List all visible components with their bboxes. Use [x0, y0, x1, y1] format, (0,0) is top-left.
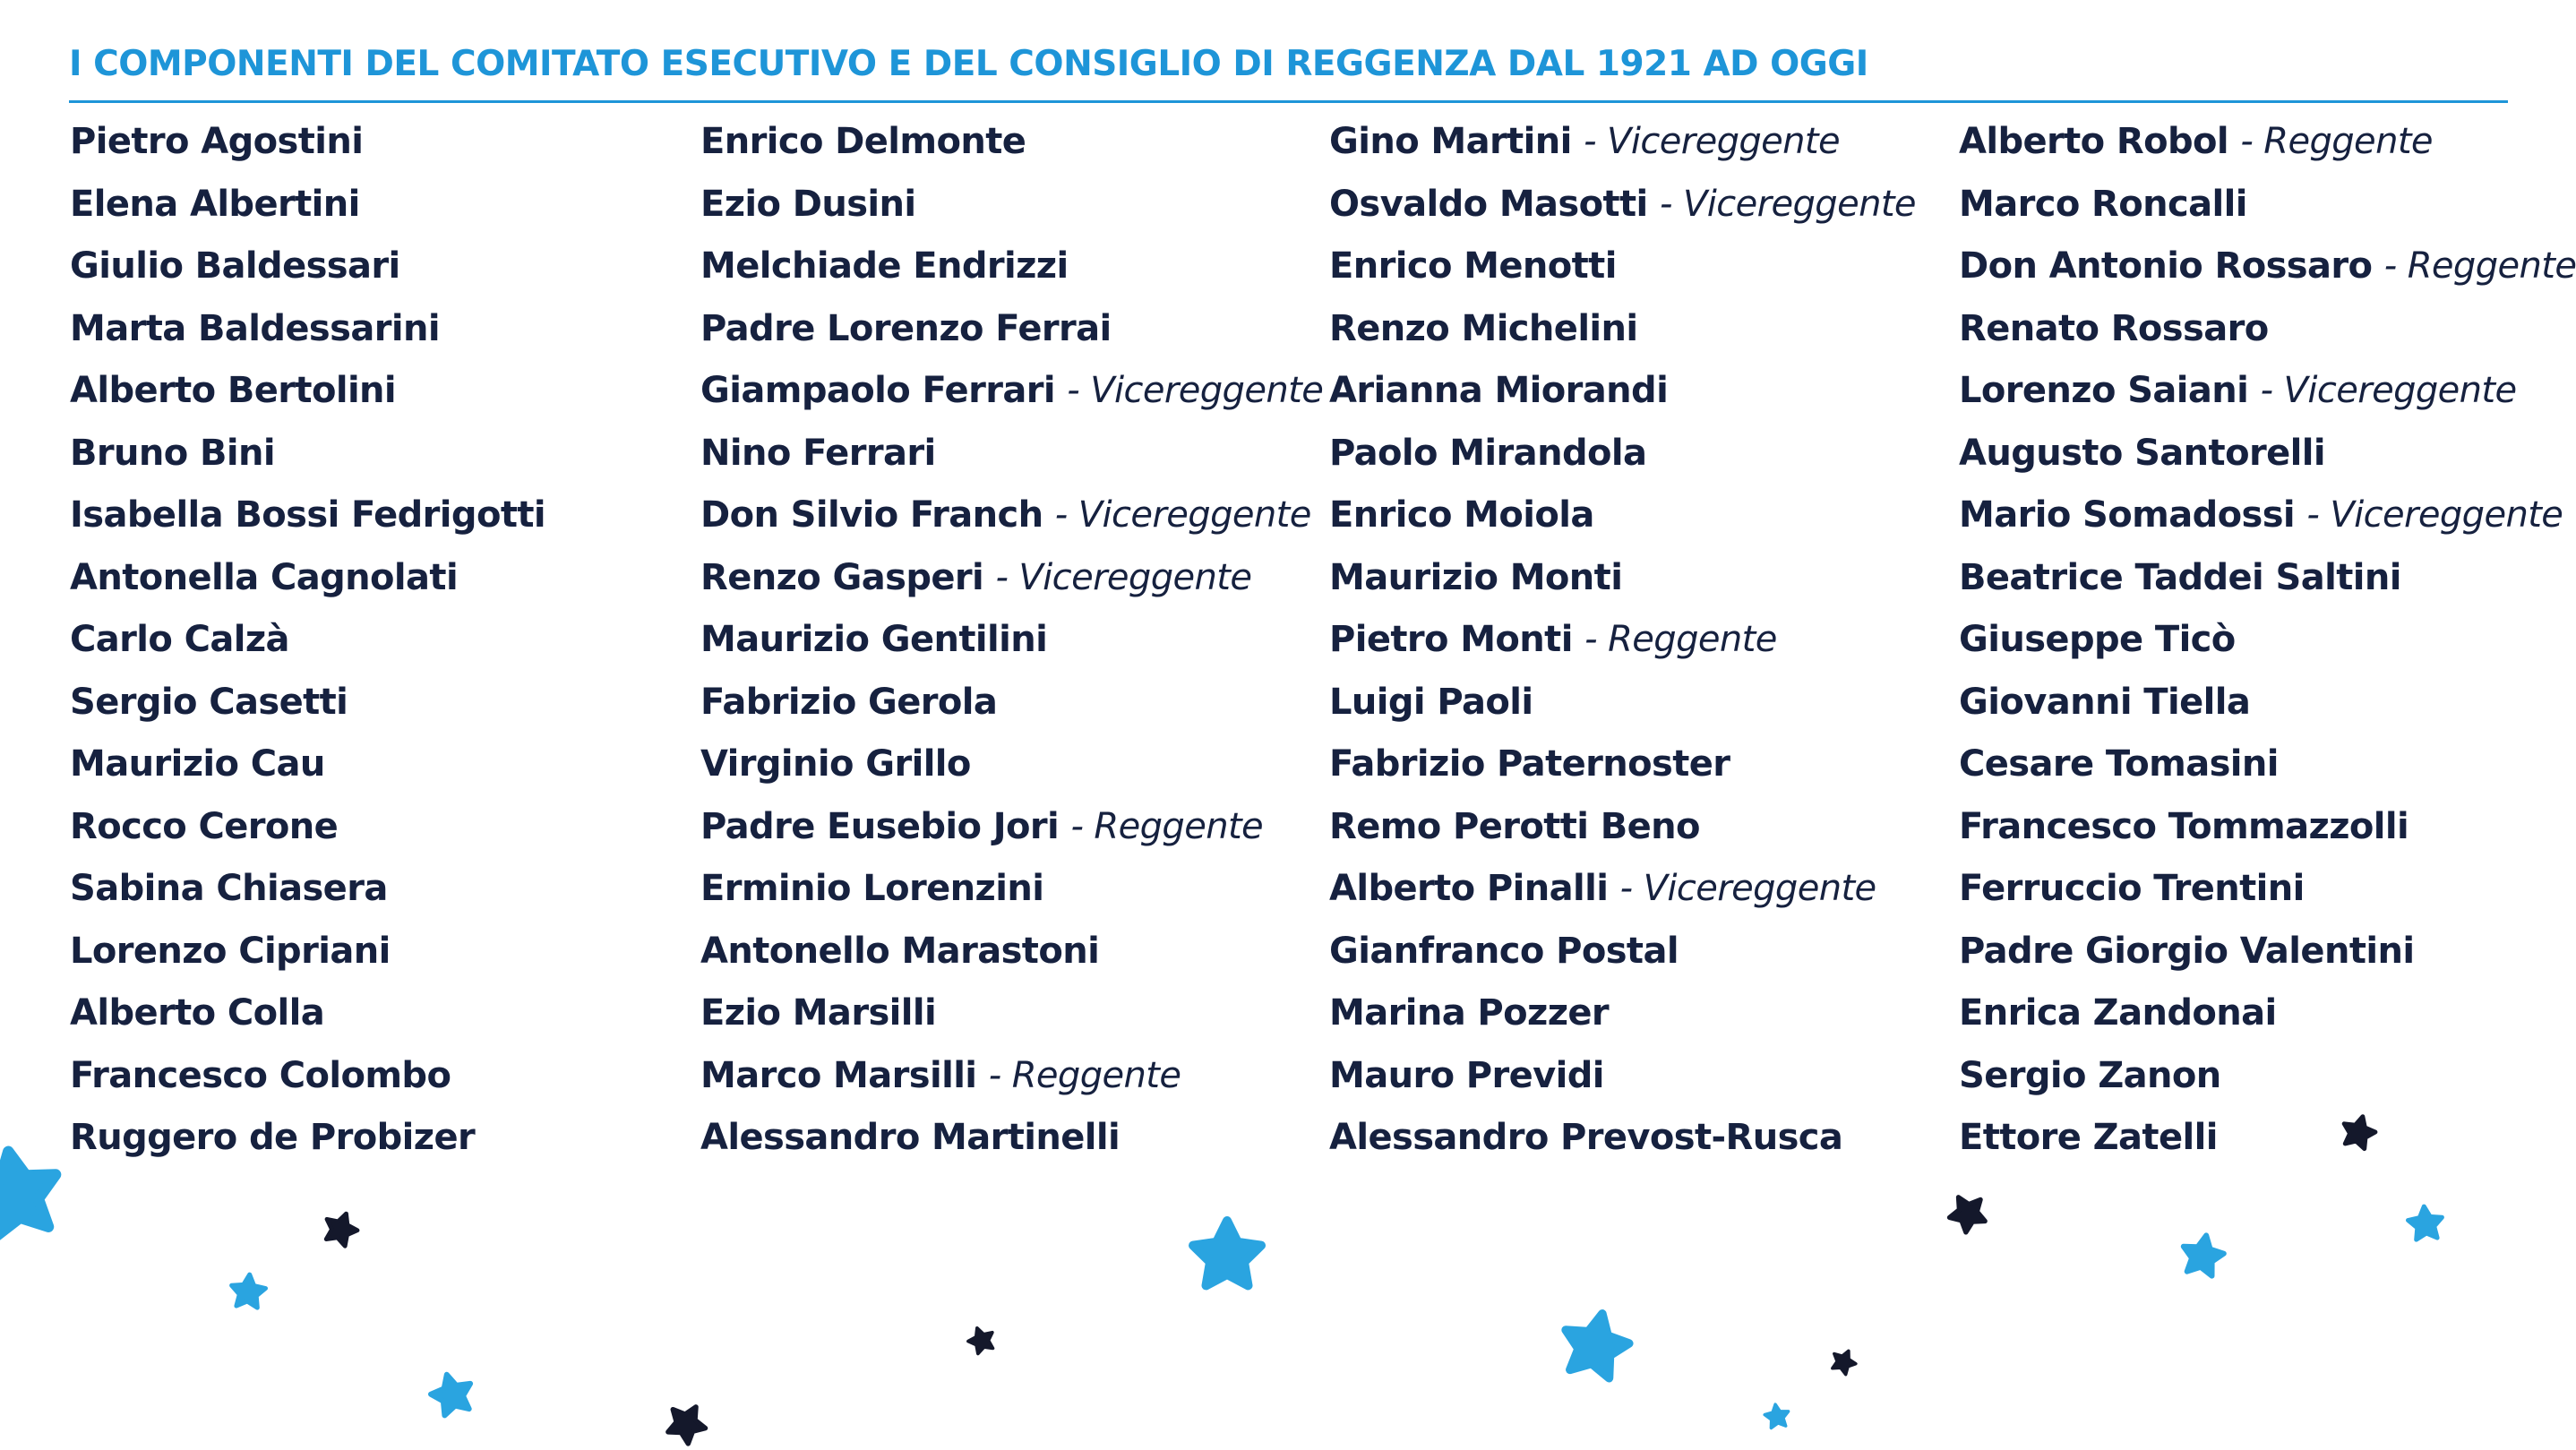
member-item [1959, 734, 2576, 796]
star-icon [326, 1214, 357, 1246]
member-item [70, 298, 545, 361]
member-item [1959, 796, 2576, 859]
member-name: Antonello Marastoni [700, 930, 1100, 972]
member-item [70, 174, 545, 236]
member-name: Rocco Cerone [70, 805, 339, 847]
member-item [1329, 360, 1916, 423]
member-item [1329, 609, 1916, 672]
member-name: Elena Albertini [70, 183, 360, 225]
member-name: Padre Giorgio Valentini [1959, 930, 2415, 972]
star-icon [232, 1274, 266, 1308]
member-item [70, 485, 545, 547]
star-icon [968, 1328, 992, 1354]
member-name: Renzo Michelini [1329, 307, 1638, 349]
member-name: Alberto Colla [70, 992, 325, 1034]
member-role: - Vicereggente [1054, 494, 1311, 536]
member-name: Alberto Pinalli [1329, 868, 1620, 909]
member-item [1959, 298, 2576, 361]
member-name: Enrica Zandonai [1959, 992, 2277, 1034]
member-item [1329, 236, 1916, 298]
member-name: Maurizio Monti [1329, 556, 1623, 598]
star-icon [1833, 1351, 1856, 1374]
member-name: Luigi Paoli [1329, 681, 1533, 723]
member-name: Francesco Colombo [70, 1054, 451, 1096]
member-name: Isabella Bossi Fedrigotti [70, 494, 545, 536]
member-item [1329, 547, 1916, 610]
member-name: Nino Ferrari [700, 432, 936, 474]
members-column-3 [1329, 111, 1916, 1170]
title-divider [69, 100, 2508, 103]
member-name: Renato Rossaro [1959, 307, 2269, 349]
member-item [1959, 609, 2576, 672]
member-item [1329, 174, 1916, 236]
member-name: Ezio Marsilli [700, 992, 937, 1034]
member-name: Mario Somadossi [1959, 494, 2307, 536]
member-item [70, 1107, 545, 1170]
member-name: Lorenzo Cipriani [70, 930, 391, 972]
member-item [1329, 111, 1916, 174]
member-role: - Reggente [988, 1054, 1181, 1096]
member-item [700, 111, 1323, 174]
member-item [70, 1045, 545, 1108]
member-name: Marta Baldessarini [70, 307, 440, 349]
member-item [70, 858, 545, 921]
member-role: - Reggente [2383, 245, 2576, 287]
member-name: Padre Lorenzo Ferrai [700, 307, 1112, 349]
star-icon [1193, 1221, 1261, 1285]
member-name: Enrico Moiola [1329, 494, 1594, 536]
page-title: I COMPONENTI DEL COMITATO ESECUTIVO E DEL CONSIGLIO DI REGGENZA DAL 1921 AD OGGI [69, 44, 1868, 84]
member-item [700, 796, 1323, 859]
member-item [1329, 672, 1916, 734]
member-item [70, 796, 545, 859]
member-item [700, 236, 1323, 298]
member-role: - Reggente [1584, 619, 1777, 660]
member-item [70, 547, 545, 610]
member-item [1329, 298, 1916, 361]
member-item [700, 1107, 1323, 1170]
member-name: Giovanni Tiella [1959, 681, 2251, 723]
star-icon [431, 1375, 470, 1416]
star-icon [668, 1407, 706, 1444]
star-icon [1566, 1314, 1629, 1378]
member-item [1329, 734, 1916, 796]
members-column-1 [70, 111, 545, 1170]
member-name: Sergio Zanon [1959, 1054, 2221, 1096]
member-item [70, 111, 545, 174]
member-name: Sabina Chiasera [70, 868, 388, 909]
member-item [1959, 858, 2576, 921]
member-item [1959, 485, 2576, 547]
member-name: Beatrice Taddei Saltini [1959, 556, 2401, 598]
member-item [1959, 360, 2576, 423]
member-name: Renzo Gasperi [700, 556, 996, 598]
star-icon [2184, 1235, 2224, 1275]
member-item [70, 982, 545, 1045]
member-name: Ruggero de Probizer [70, 1117, 476, 1158]
member-item [1329, 1045, 1916, 1108]
member-item [1329, 423, 1916, 485]
member-item [700, 547, 1323, 610]
member-role: - Reggente [2240, 121, 2433, 162]
member-role: - Vicereggente [1660, 183, 1916, 225]
member-name: Bruno Bini [70, 432, 275, 474]
member-item [700, 734, 1323, 796]
member-name: Ettore Zatelli [1959, 1117, 2218, 1158]
star-icon [1765, 1404, 1788, 1428]
member-name: Antonella Cagnolati [70, 556, 459, 598]
member-item [1329, 858, 1916, 921]
member-item [1959, 547, 2576, 610]
member-name: Alessandro Prevost-Rusca [1329, 1117, 1843, 1158]
member-item [1959, 672, 2576, 734]
members-column-4 [1959, 111, 2576, 1170]
member-item [1959, 921, 2576, 983]
member-name: Padre Eusebio Jori [700, 805, 1071, 847]
member-name: Cesare Tomasini [1959, 743, 2279, 785]
member-item [70, 734, 545, 796]
member-role: - Vicereggente [1619, 868, 1876, 909]
member-item [700, 485, 1323, 547]
star-icon [0, 1152, 56, 1236]
member-name: Francesco Tommazzolli [1959, 805, 2409, 847]
member-item [700, 1045, 1323, 1108]
member-name: Marco Roncalli [1959, 183, 2247, 225]
member-item [1959, 1107, 2576, 1170]
member-item [1959, 423, 2576, 485]
member-name: Pietro Monti [1329, 619, 1585, 660]
member-name: Carlo Calzà [70, 619, 289, 660]
member-name: Paolo Mirandola [1329, 432, 1647, 474]
member-item [700, 174, 1323, 236]
member-item [1959, 236, 2576, 298]
member-item [700, 609, 1323, 672]
member-name: Pietro Agostini [70, 121, 364, 162]
member-role: - Vicereggente [995, 556, 1252, 598]
member-name: Ferruccio Trentini [1959, 868, 2305, 909]
member-role: - Reggente [1070, 805, 1264, 847]
member-name: Fabrizio Gerola [700, 681, 998, 723]
member-item [1959, 174, 2576, 236]
member-role: - Vicereggente [2306, 494, 2563, 536]
member-name: Maurizio Gentilini [700, 619, 1048, 660]
member-name: Enrico Menotti [1329, 245, 1617, 287]
member-name: Melchiade Endrizzi [700, 245, 1069, 287]
member-name: Don Antonio Rossaro [1959, 245, 2384, 287]
member-item [1329, 1107, 1916, 1170]
member-name: Marco Marsilli [700, 1054, 989, 1096]
member-role: - Vicereggente [2260, 370, 2517, 411]
member-item [1959, 1045, 2576, 1108]
member-name: Virginio Grillo [700, 743, 971, 785]
member-item [700, 423, 1323, 485]
member-name: Osvaldo Masotti [1329, 183, 1660, 225]
member-item [70, 423, 545, 485]
member-item [70, 609, 545, 672]
member-item [70, 236, 545, 298]
member-role: - Vicereggente [1067, 370, 1324, 411]
member-item [70, 921, 545, 983]
member-item [700, 672, 1323, 734]
member-name: Enrico Delmonte [700, 121, 1026, 162]
member-name: Giulio Baldessari [70, 245, 400, 287]
member-item [700, 298, 1323, 361]
member-name: Alberto Bertolini [70, 370, 397, 411]
member-item [1329, 982, 1916, 1045]
member-name: Ezio Dusini [700, 183, 916, 225]
member-name: Remo Perotti Beno [1329, 805, 1700, 847]
member-item [70, 672, 545, 734]
member-name: Mauro Previdi [1329, 1054, 1604, 1096]
member-item [1329, 796, 1916, 859]
member-name: Alberto Robol [1959, 121, 2241, 162]
member-item [1329, 485, 1916, 547]
member-item [700, 982, 1323, 1045]
member-item [700, 360, 1323, 423]
member-name: Gino Martini [1329, 121, 1584, 162]
member-name: Erminio Lorenzini [700, 868, 1044, 909]
member-name: Maurizio Cau [70, 743, 325, 785]
member-name: Sergio Casetti [70, 681, 348, 723]
member-name: Fabrizio Paternoster [1329, 743, 1730, 785]
member-item [1329, 921, 1916, 983]
member-name: Augusto Santorelli [1959, 432, 2325, 474]
member-item [700, 921, 1323, 983]
members-column-2 [700, 111, 1323, 1170]
member-item [70, 360, 545, 423]
member-name: Lorenzo Saiani [1959, 370, 2261, 411]
member-role: - Vicereggente [1584, 121, 1841, 162]
member-item [1959, 111, 2576, 174]
star-icon [1950, 1197, 1986, 1232]
member-name: Gianfranco Postal [1329, 930, 1679, 972]
member-name: Alessandro Martinelli [700, 1117, 1121, 1158]
member-name: Don Silvio Franch [700, 494, 1055, 536]
member-item [700, 858, 1323, 921]
member-name: Marina Pozzer [1329, 992, 1610, 1034]
member-name: Giampaolo Ferrari [700, 370, 1068, 411]
member-name: Giuseppe Ticò [1959, 619, 2236, 660]
member-name: Arianna Miorandi [1329, 370, 1669, 411]
member-item [1959, 982, 2576, 1045]
star-icon [2409, 1206, 2443, 1240]
